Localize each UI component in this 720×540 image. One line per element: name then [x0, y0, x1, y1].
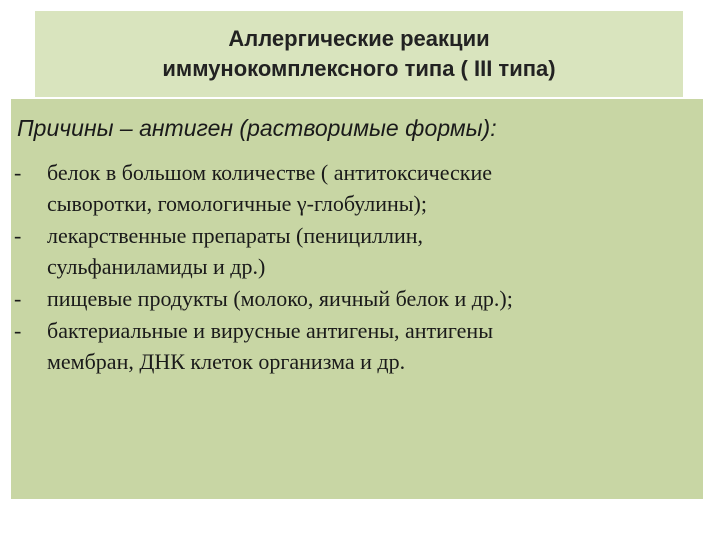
list-item-text: [47, 315, 493, 377]
list-item-text: [47, 283, 513, 314]
bullet-dash: -: [14, 286, 22, 311]
list-item-line: сыворотки, гомологичные γ-глобулины);: [47, 191, 427, 216]
list-item: [11, 315, 513, 377]
list-item: [11, 157, 513, 219]
bullet-dash: -: [14, 223, 22, 248]
list-item-line: белок в большом количестве ( антитоксические: [47, 160, 493, 185]
list-item-line: сульфаниламиды и др.): [47, 254, 266, 279]
causes-heading: Причины – антиген (растворимые формы):: [17, 115, 497, 141]
bullet-dash: -: [14, 160, 22, 185]
list-item-text: [47, 220, 423, 282]
list-item: [11, 220, 513, 282]
list-item-line: мембран, ДНК клеток организма и др.: [47, 349, 406, 374]
list-item: [11, 283, 513, 314]
list-item-text: [47, 157, 492, 219]
slide-title-line-1: Аллергические реакции: [228, 26, 490, 51]
content-panel: [11, 99, 703, 499]
bullet-dash: -: [14, 318, 22, 343]
list-item-line: лекарственные препараты (пенициллин,: [47, 223, 423, 248]
slide-title: [162, 24, 555, 84]
list-item-line: бактериальные и вирусные антигены, антигены: [47, 318, 493, 343]
slide-title-line-2: иммунокомплексного типа ( III типа): [162, 56, 556, 81]
list-item-line: пищевые продукты (молоко, яичный белок и др.);: [47, 286, 513, 311]
title-banner: [35, 11, 683, 97]
causes-list: [11, 157, 513, 378]
